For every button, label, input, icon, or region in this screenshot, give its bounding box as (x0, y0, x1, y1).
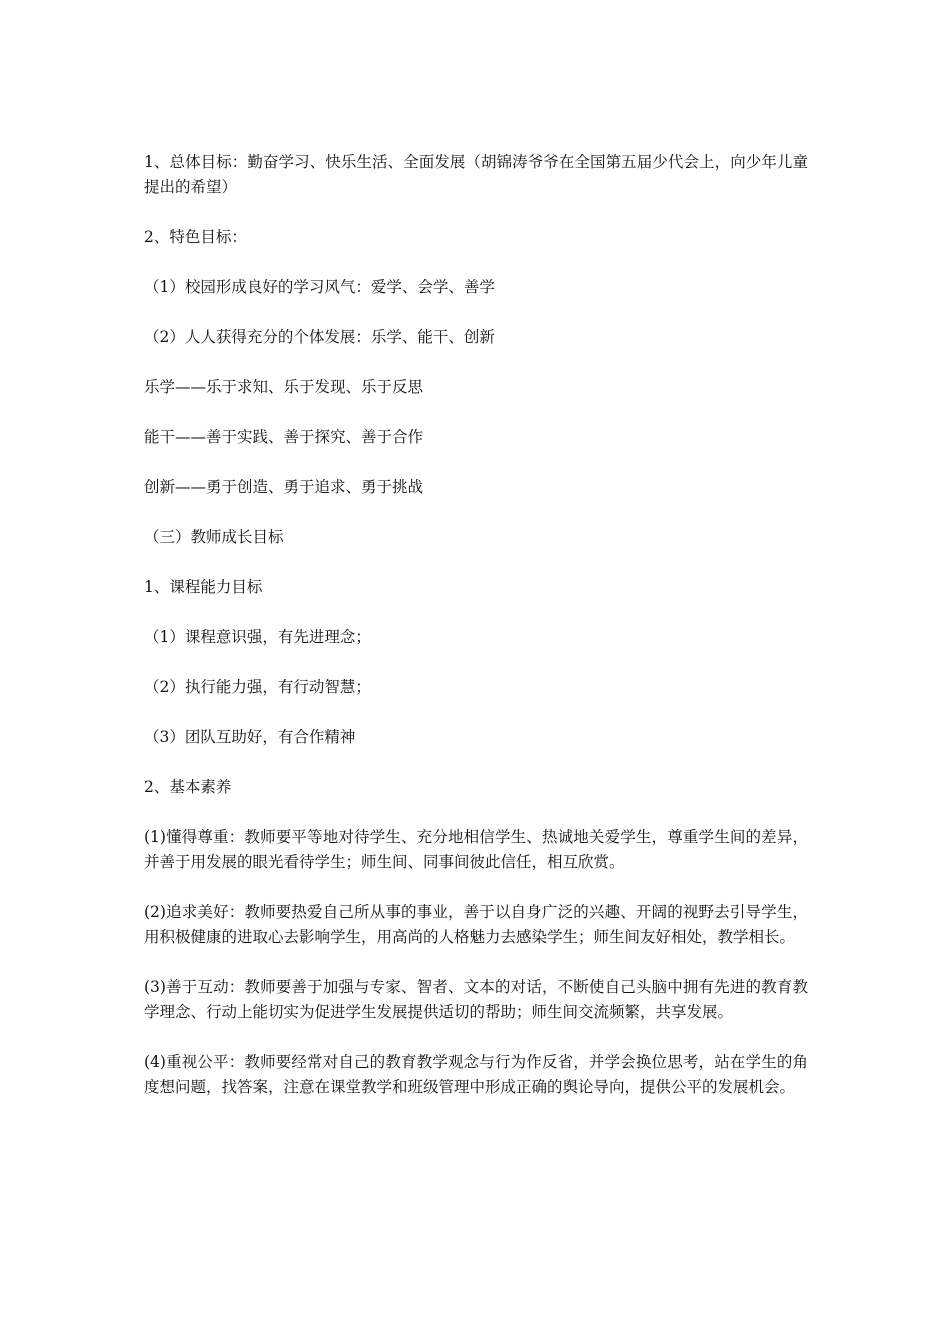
document-body (144, 150, 808, 1100)
paragraph-fairness: (4)重视公平：教师要经常对自己的教育教学观念与行为作反省，并学会换位思考，站在学生的角度想问题，找答案，注意在课堂教学和班级管理中形成正确的舆论导向，提供公平的发展机会。 (144, 1053, 808, 1096)
paragraph-chuangxin: 创新——勇于创造、勇于追求、勇于挑战 (144, 478, 424, 496)
paragraph-course-ability-3: （3）团队互助好，有合作精神 (144, 728, 356, 746)
paragraph-respect: (1)懂得尊重：教师要平等地对待学生、充分地相信学生、热诚地关爱学生，尊重学生间的差异，并善于用发展的眼光看待学生；师生间、同事间彼此信任，相互欣赏。 (144, 828, 808, 871)
paragraph-teacher-growth-heading: （三）教师成长目标 (144, 528, 284, 546)
paragraph-interaction: (3)善于互动：教师要善于加强与专家、智者、文本的对话，不断使自己头脑中拥有先进的教育教学理念、行动上能切实为促进学生发展提供适切的帮助；师生间交流频繁，共享发展。 (144, 978, 808, 1021)
paragraph-pursue-beauty: (2)追求美好：教师要热爱自己所从事的事业，善于以自身广泛的兴趣、开阔的视野去引导学生，用积极健康的进取心去影响学生，用高尚的人格魅力去感染学生；师生间友好相处，教学相长。 (144, 903, 808, 946)
paragraph-feature-goal-2: （2）人人获得充分的个体发展：乐学、能干、创新 (144, 328, 495, 346)
paragraph-nenggan: 能干——善于实践、善于探究、善于合作 (144, 428, 424, 446)
paragraph-course-ability-2: （2）执行能力强，有行动智慧； (144, 678, 371, 696)
paragraph-feature-goal-heading: 2、特色目标： (144, 228, 247, 246)
paragraph-course-ability-1: （1）课程意识强，有先进理念； (144, 628, 371, 646)
paragraph-course-ability-heading: 1、课程能力目标 (144, 578, 263, 596)
paragraph-lexue: 乐学——乐于求知、乐于发现、乐于反思 (144, 378, 424, 396)
paragraph-overall-goal: 1、总体目标：勤奋学习、快乐生活、全面发展（胡锦涛爷爷在全国第五届少代会上，向少年儿童提出的希望） (144, 153, 808, 196)
paragraph-feature-goal-1: （1）校园形成良好的学习风气：爱学、会学、善学 (144, 278, 495, 296)
paragraph-basic-quality-heading: 2、基本素养 (144, 778, 232, 796)
